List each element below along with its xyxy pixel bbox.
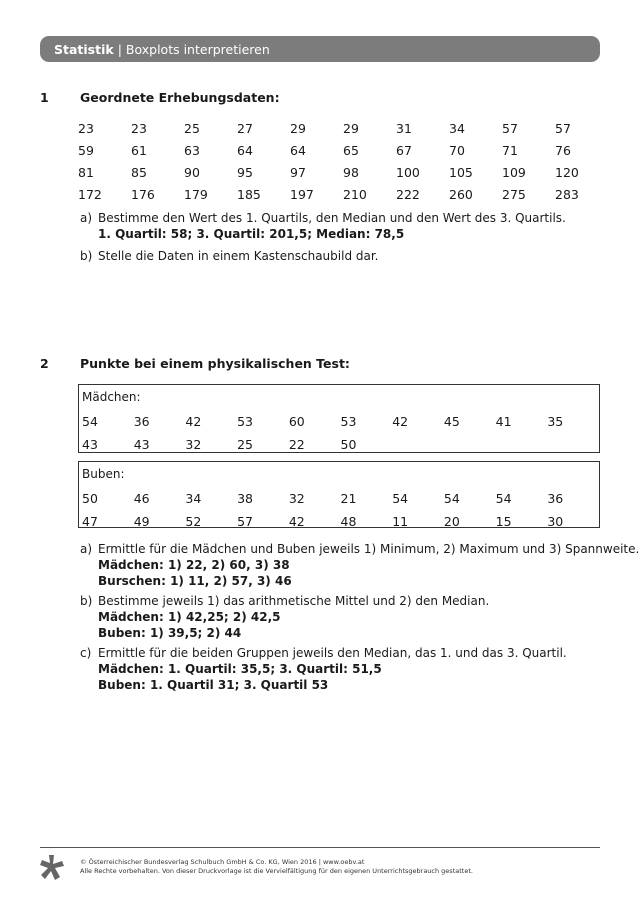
header-subject: Statistik <box>54 41 114 57</box>
boys-data-box <box>78 461 600 528</box>
data-cell: 32 <box>185 437 202 452</box>
data-cell: 54 <box>392 491 409 506</box>
task2-b-text: Bestimme jeweils 1) das arithmetische Mittel und 2) den Median. <box>98 594 490 608</box>
data-cell: 36 <box>547 491 564 506</box>
data-cell: 176 <box>131 186 155 202</box>
task1-a-label: a) <box>80 211 93 225</box>
task2-number: 2 <box>40 356 49 371</box>
data-cell: 48 <box>340 514 357 529</box>
data-cell: 11 <box>392 514 409 529</box>
data-cell: 38 <box>237 491 254 506</box>
task2-title: Punkte bei einem physikalischen Test: <box>80 356 350 371</box>
data-cell: 59 <box>78 142 94 158</box>
page-header <box>40 36 600 62</box>
task1-data-grid <box>78 117 608 205</box>
task2-a-text: Ermittle für die Mädchen und Buben jeweils 1) Minimum, 2) Maximum und 3) Spannweite. <box>98 542 640 556</box>
task2-part-b <box>80 593 489 641</box>
task2-part-c <box>80 645 567 693</box>
data-cell: 30 <box>547 514 564 529</box>
girls-data-box <box>78 384 600 453</box>
data-cell: 49 <box>133 514 150 529</box>
data-cell: 65 <box>343 142 359 158</box>
data-cell: 43 <box>133 437 150 452</box>
data-cell: 23 <box>78 120 94 136</box>
task2-a-answer-girls: Mädchen: 1) 22, 2) 60, 3) 38 <box>98 558 290 572</box>
task1-a-text: Bestimme den Wert des 1. Quartils, den Median und den Wert des 3. Quartils. <box>98 211 566 225</box>
task2-b-answer-boys: Buben: 1) 39,5; 2) 44 <box>98 626 242 640</box>
data-cell: 64 <box>237 142 253 158</box>
data-cell: 35 <box>547 414 564 429</box>
data-cell: 70 <box>449 142 465 158</box>
data-row <box>82 433 599 456</box>
data-cell: 54 <box>495 491 512 506</box>
data-cell: 47 <box>82 514 98 529</box>
data-cell: 29 <box>343 120 359 136</box>
data-row <box>78 161 608 183</box>
data-cell: 53 <box>237 414 254 429</box>
task2-c-answer-boys: Buben: 1. Quartil 31; 3. Quartil 53 <box>98 678 329 692</box>
data-cell: 97 <box>290 164 306 180</box>
data-cell: 31 <box>396 120 412 136</box>
task2-a-label: a) <box>80 542 93 556</box>
task1-a-answer: 1. Quartil: 58; 3. Quartil: 201,5; Median: 78,5 <box>98 227 405 241</box>
data-cell: 85 <box>131 164 147 180</box>
data-cell: 61 <box>131 142 147 158</box>
task2-a-answer-boys: Burschen: 1) 11, 2) 57, 3) 46 <box>98 574 292 588</box>
data-cell: 27 <box>237 120 253 136</box>
data-cell: 210 <box>343 186 367 202</box>
task1-b-text: Stelle die Daten in einem Kastenschaubild dar. <box>98 249 379 263</box>
data-cell: 45 <box>443 414 460 429</box>
task1-part-a <box>80 210 566 242</box>
task2-c-label: c) <box>80 646 92 660</box>
data-cell: 50 <box>82 491 98 506</box>
data-cell: 179 <box>184 186 208 202</box>
footer-text <box>80 858 473 876</box>
data-cell: 185 <box>237 186 261 202</box>
data-cell: 22 <box>288 437 305 452</box>
data-cell: 275 <box>502 186 526 202</box>
task2-b-answer-girls: Mädchen: 1) 42,25; 2) 42,5 <box>98 610 281 624</box>
data-cell: 20 <box>443 514 460 529</box>
data-cell: 95 <box>237 164 253 180</box>
data-cell: 197 <box>290 186 314 202</box>
data-cell: 29 <box>290 120 306 136</box>
data-cell: 43 <box>82 437 98 452</box>
data-cell: 172 <box>78 186 102 202</box>
task2-part-a <box>80 541 639 589</box>
data-cell: 34 <box>185 491 202 506</box>
data-cell: 67 <box>396 142 412 158</box>
data-cell: 100 <box>396 164 420 180</box>
task2-c-text: Ermittle für die beiden Gruppen jeweils den Median, das 1. und das 3. Quartil. <box>98 646 567 660</box>
data-cell: 90 <box>184 164 200 180</box>
data-cell: 50 <box>340 437 357 452</box>
data-cell: 98 <box>343 164 359 180</box>
data-cell: 109 <box>502 164 526 180</box>
data-cell: 15 <box>495 514 512 529</box>
data-cell: 52 <box>185 514 202 529</box>
data-cell: 120 <box>555 164 579 180</box>
data-cell: 54 <box>82 414 98 429</box>
data-cell: 63 <box>184 142 200 158</box>
header-separator: | <box>117 41 122 57</box>
task2-c-answer-girls: Mädchen: 1. Quartil: 35,5; 3. Quartil: 51,5 <box>98 662 382 676</box>
footer-divider <box>40 847 600 848</box>
data-cell: 42 <box>185 414 202 429</box>
data-cell: 34 <box>449 120 465 136</box>
data-cell: 25 <box>237 437 254 452</box>
data-cell: 283 <box>555 186 579 202</box>
publisher-logo-icon <box>40 855 64 881</box>
data-cell: 42 <box>288 514 305 529</box>
data-row <box>82 487 599 510</box>
data-cell: 57 <box>237 514 254 529</box>
data-row <box>82 510 599 533</box>
data-cell: 21 <box>340 491 357 506</box>
data-cell: 32 <box>288 491 305 506</box>
data-row <box>78 183 608 205</box>
data-cell: 23 <box>131 120 147 136</box>
data-cell: 64 <box>290 142 306 158</box>
task1-title: Geordnete Erhebungsdaten: <box>80 90 280 105</box>
data-cell: 71 <box>502 142 518 158</box>
data-row <box>78 139 608 161</box>
data-cell: 60 <box>288 414 305 429</box>
data-cell: 105 <box>449 164 473 180</box>
data-cell: 57 <box>555 120 571 136</box>
data-row <box>78 117 608 139</box>
data-cell: 25 <box>184 120 200 136</box>
data-cell: 36 <box>133 414 150 429</box>
task1-part-b <box>80 248 379 264</box>
data-cell: 46 <box>133 491 150 506</box>
data-cell: 260 <box>449 186 473 202</box>
task1-number: 1 <box>40 90 49 105</box>
data-cell: 41 <box>495 414 512 429</box>
data-cell: 57 <box>502 120 518 136</box>
task2-b-label: b) <box>80 594 93 608</box>
data-cell: 76 <box>555 142 571 158</box>
header-topic: Boxplots interpretieren <box>125 41 270 57</box>
data-cell: 42 <box>392 414 409 429</box>
girls-caption: Mädchen: <box>82 390 141 404</box>
data-cell: 222 <box>396 186 420 202</box>
data-cell: 53 <box>340 414 357 429</box>
data-cell: 54 <box>443 491 460 506</box>
footer-copyright: © Österreichischer Bundesverlag Schulbuch GmbH & Co. KG, Wien 2016 | www.oebv.at <box>80 858 365 866</box>
task1-b-label: b) <box>80 249 93 263</box>
data-row <box>82 410 599 433</box>
data-cell: 81 <box>78 164 94 180</box>
boys-caption: Buben: <box>82 467 125 481</box>
footer-rights: Alle Rechte vorbehalten. Von dieser Druckvorlage ist die Vervielfältigung für den eigenen Unterrichtsgebrauch gestattet. <box>80 867 473 875</box>
